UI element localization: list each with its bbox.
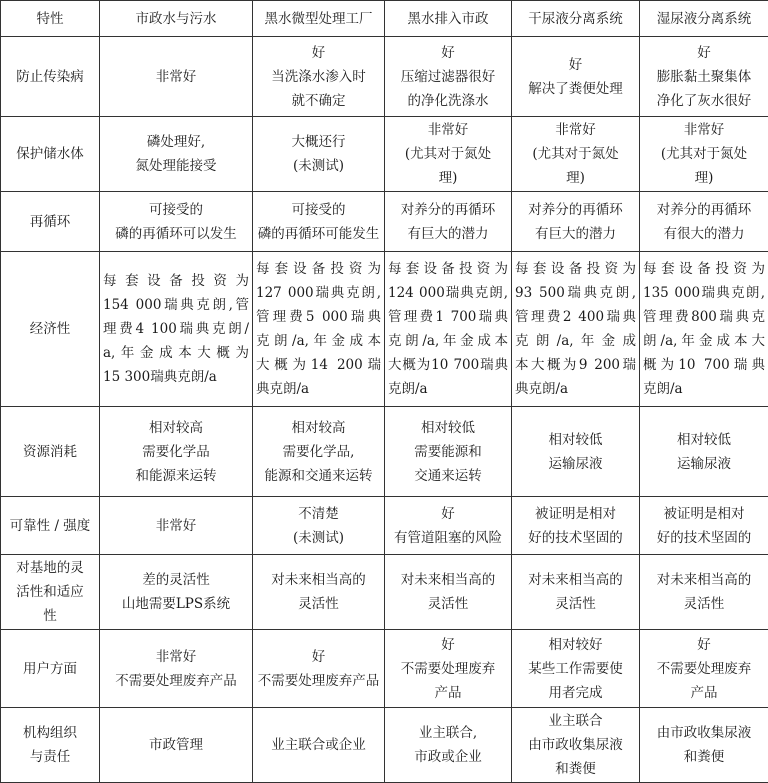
- cell-line: 膨胀黏土聚集体: [643, 65, 765, 89]
- cell-line: 克朗/a: [643, 377, 765, 401]
- row-label-line: 防止传染病: [4, 65, 96, 89]
- row-label-line: 用户方面: [4, 657, 96, 681]
- cell-line: 理): [643, 166, 765, 190]
- cell-line: 概为10 700瑞典: [643, 353, 765, 377]
- cell-line: 和粪便: [515, 757, 636, 781]
- table-cell: [640, 630, 768, 708]
- table-cell: [253, 407, 385, 497]
- cell-line: 每套设备投资为: [643, 257, 765, 281]
- cell-line: 本大概为9 200瑞: [515, 353, 636, 377]
- cell-line: 灵活性: [256, 592, 381, 616]
- table-row: [1, 630, 768, 708]
- cell-line: 就不确定: [256, 89, 381, 113]
- table-cell: [640, 117, 768, 192]
- cell-line: (尤其对于氮处: [388, 142, 508, 166]
- row-label-line: 机构组织: [4, 721, 96, 745]
- cell-line: 可接受的: [256, 198, 381, 222]
- header-cell-system: 湿尿液分离系统: [640, 1, 768, 37]
- cell-line: 好: [388, 41, 508, 65]
- cell-line: (未测试): [256, 526, 381, 550]
- cell-line: 非常好: [103, 514, 249, 538]
- header-cell-system: 黑水排入市政: [385, 1, 512, 37]
- cell-line: 当洗涤水渗入时: [256, 65, 381, 89]
- cell-line: 产品: [643, 681, 765, 705]
- table-cell: [100, 252, 253, 407]
- cell-line: (尤其对于氮处: [515, 142, 636, 166]
- cell-line: 好: [643, 41, 765, 65]
- cell-line: 好的技术坚固的: [643, 526, 765, 550]
- cell-line: 运输尿液: [515, 452, 636, 476]
- cell-line: 对养分的再循环: [515, 198, 636, 222]
- table-cell: [385, 630, 512, 708]
- cell-line: 不清楚: [256, 502, 381, 526]
- cell-line: 压缩过滤器很好: [388, 65, 508, 89]
- cell-line: 相对较低: [388, 416, 508, 440]
- cell-line: 磷处理好,: [103, 130, 249, 154]
- cell-line: 非常好: [643, 118, 765, 142]
- cell-line: 业主联合: [515, 709, 636, 733]
- table-cell: [253, 708, 385, 783]
- cell-line: 每套设备投资为: [256, 257, 381, 281]
- cell-line: 非常好: [388, 118, 508, 142]
- table-cell: [100, 407, 253, 497]
- cell-line: 管理费2 400瑞典: [515, 305, 636, 329]
- cell-line: 对未来相当高的: [388, 568, 508, 592]
- cell-line: 克朗/a,年金成: [515, 329, 636, 353]
- cell-line: 非常好: [515, 118, 636, 142]
- cell-line: 不需要处理废弃产品: [103, 669, 249, 693]
- cell-line: 对未来相当高的: [643, 568, 765, 592]
- row-label-line: 对基地的灵: [4, 556, 96, 580]
- cell-line: 不需要处理废弃: [643, 657, 765, 681]
- row-label-line: 活性和适应: [4, 580, 96, 604]
- cell-line: 好: [256, 645, 381, 669]
- table-cell: [385, 192, 512, 252]
- table-cell: [640, 192, 768, 252]
- header-cell-system: 干尿液分离系统: [512, 1, 640, 37]
- cell-line: 相对较好: [515, 633, 636, 657]
- table-cell: [512, 555, 640, 630]
- table-row: [1, 708, 768, 783]
- cell-line: 不需要处理废弃: [388, 657, 508, 681]
- cell-line: 对养分的再循环: [643, 198, 765, 222]
- table-cell: [640, 497, 768, 555]
- cell-line: 124 000瑞典克朗,: [388, 281, 508, 305]
- table-cell: [385, 407, 512, 497]
- cell-line: 业主联合或企业: [256, 733, 381, 757]
- table-row: [1, 192, 768, 252]
- header-cell-system: 黑水微型处理工厂: [253, 1, 385, 37]
- table-row: [1, 37, 768, 117]
- cell-line: 差的灵活性: [103, 568, 249, 592]
- cell-line: 好: [388, 633, 508, 657]
- cell-line: 管理费1 700瑞典: [388, 305, 508, 329]
- table-cell: [512, 192, 640, 252]
- cell-line: 154 000瑞典克朗,管: [103, 293, 249, 317]
- cell-line: 磷的再循环可以发生: [103, 222, 249, 246]
- cell-line: 15 300瑞典克朗/a: [103, 365, 249, 389]
- cell-line: 管理费5 000瑞典: [256, 305, 381, 329]
- header-cell-system: 市政水与污水: [100, 1, 253, 37]
- cell-line: 每套设备投资为: [103, 269, 249, 293]
- cell-line: 好: [515, 53, 636, 77]
- table-cell: [385, 555, 512, 630]
- cell-line: 某些工作需要使: [515, 657, 636, 681]
- cell-line: 交通来运转: [388, 464, 508, 488]
- table-cell: [512, 708, 640, 783]
- table-cell: [640, 37, 768, 117]
- cell-line: 运输尿液: [643, 452, 765, 476]
- table-cell: [512, 630, 640, 708]
- row-label-line: 与责任: [4, 745, 96, 769]
- row-label-line: 性: [4, 604, 96, 628]
- cell-line: 灵活性: [388, 592, 508, 616]
- cell-line: 好: [256, 41, 381, 65]
- table-cell: [640, 555, 768, 630]
- table-cell: [253, 37, 385, 117]
- cell-line: 非常好: [103, 65, 249, 89]
- cell-line: 大概还行: [256, 130, 381, 154]
- cell-line: 市政或企业: [388, 745, 508, 769]
- row-label: [1, 252, 100, 407]
- cell-line: 业主联合,: [388, 721, 508, 745]
- row-label-line: 资源消耗: [4, 440, 96, 464]
- table-cell: [512, 407, 640, 497]
- cell-line: 用者完成: [515, 681, 636, 705]
- table-cell: [512, 117, 640, 192]
- table-cell: [640, 407, 768, 497]
- table-cell: [385, 37, 512, 117]
- table-row: [1, 252, 768, 407]
- cell-line: 每套设备投资为: [515, 257, 636, 281]
- cell-line: 需要化学品: [103, 440, 249, 464]
- cell-line: 和能源来运转: [103, 464, 249, 488]
- table-cell: [253, 555, 385, 630]
- cell-line: 好: [388, 502, 508, 526]
- table-cell: [100, 37, 253, 117]
- table-cell: [253, 497, 385, 555]
- cell-line: 被证明是相对: [515, 502, 636, 526]
- row-label-line: 经济性: [4, 317, 96, 341]
- cell-line: (未测试): [256, 154, 381, 178]
- table-cell: [385, 117, 512, 192]
- cell-line: 需要化学品,: [256, 440, 381, 464]
- cell-line: 每套设备投资为: [388, 257, 508, 281]
- table-cell: [253, 252, 385, 407]
- cell-line: 大概为14 200瑞: [256, 353, 381, 377]
- cell-line: 可接受的: [103, 198, 249, 222]
- cell-line: 灵活性: [515, 592, 636, 616]
- cell-line: 需要能源和: [388, 440, 508, 464]
- row-label: [1, 192, 100, 252]
- cell-line: a,年金成本大概为: [103, 341, 249, 365]
- table-row: [1, 497, 768, 555]
- table-cell: [100, 708, 253, 783]
- table-cell: [385, 497, 512, 555]
- row-label-line: 保护储水体: [4, 142, 96, 166]
- table-cell: [512, 252, 640, 407]
- table-cell: [100, 630, 253, 708]
- table-row: [1, 117, 768, 192]
- row-label: [1, 497, 100, 555]
- cell-line: 对未来相当高的: [515, 568, 636, 592]
- cell-line: 相对较高: [256, 416, 381, 440]
- cell-line: 理): [388, 166, 508, 190]
- cell-line: 对未来相当高的: [256, 568, 381, 592]
- table-cell: [512, 497, 640, 555]
- cell-line: 非常好: [103, 645, 249, 669]
- table-row: [1, 555, 768, 630]
- header-row: [1, 1, 768, 37]
- cell-line: 克朗/a,年金成本: [388, 329, 508, 353]
- cell-line: 大概为10 700瑞典: [388, 353, 508, 377]
- cell-line: 不需要处理废弃产品: [256, 669, 381, 693]
- cell-line: 朗/a,年金成本大: [643, 329, 765, 353]
- row-label-line: 可靠性 / 强度: [4, 514, 96, 538]
- cell-line: 灵活性: [643, 592, 765, 616]
- table-cell: [640, 252, 768, 407]
- table-cell: [640, 708, 768, 783]
- table-cell: [385, 708, 512, 783]
- row-label: [1, 117, 100, 192]
- cell-line: 能源和交通来运转: [256, 464, 381, 488]
- cell-line: 有很大的潜力: [643, 222, 765, 246]
- cell-line: 净化了灰水很好: [643, 89, 765, 113]
- cell-line: 有巨大的潜力: [388, 222, 508, 246]
- cell-line: 克朗/a: [388, 377, 508, 401]
- row-label: [1, 555, 100, 630]
- cell-line: 磷的再循环可能发生: [256, 222, 381, 246]
- table-cell: [253, 117, 385, 192]
- cell-line: 和粪便: [643, 745, 765, 769]
- table-cell: [385, 252, 512, 407]
- row-label: [1, 37, 100, 117]
- cell-line: 解决了粪便处理: [515, 77, 636, 101]
- cell-line: 理费4 100瑞典克朗/: [103, 317, 249, 341]
- cell-line: 135 000瑞典克朗,: [643, 281, 765, 305]
- cell-line: 相对较低: [643, 428, 765, 452]
- cell-line: (尤其对于氮处: [643, 142, 765, 166]
- table-cell: [100, 117, 253, 192]
- cell-line: 好: [643, 633, 765, 657]
- table-cell: [253, 630, 385, 708]
- cell-line: 山地需要LPS系统: [103, 592, 249, 616]
- cell-line: 好的技术坚固的: [515, 526, 636, 550]
- cell-line: 由市政收集尿液: [515, 733, 636, 757]
- cell-line: 典克朗/a: [256, 377, 381, 401]
- table-row: [1, 407, 768, 497]
- cell-line: 克朗/a,年金成本: [256, 329, 381, 353]
- cell-line: 产品: [388, 681, 508, 705]
- cell-line: 典克朗/a: [515, 377, 636, 401]
- cell-line: 有管道阻塞的风险: [388, 526, 508, 550]
- cell-line: 市政管理: [103, 733, 249, 757]
- cell-line: 相对较高: [103, 416, 249, 440]
- table-cell: [100, 192, 253, 252]
- header-cell-feature: 特性: [1, 1, 100, 37]
- cell-line: 氮处理能接受: [103, 154, 249, 178]
- cell-line: 93 500瑞典克朗,: [515, 281, 636, 305]
- row-label: [1, 708, 100, 783]
- cell-line: 有巨大的潜力: [515, 222, 636, 246]
- table-cell: [512, 37, 640, 117]
- row-label: [1, 630, 100, 708]
- row-label: [1, 407, 100, 497]
- cell-line: 由市政收集尿液: [643, 721, 765, 745]
- row-label-line: 再循环: [4, 210, 96, 234]
- cell-line: 对养分的再循环: [388, 198, 508, 222]
- cell-line: 理): [515, 166, 636, 190]
- cell-line: 管理费800瑞典克: [643, 305, 765, 329]
- cell-line: 被证明是相对: [643, 502, 765, 526]
- cell-line: 相对较低: [515, 428, 636, 452]
- table-cell: [100, 555, 253, 630]
- table-cell: [100, 497, 253, 555]
- cell-line: 的净化洗涤水: [388, 89, 508, 113]
- table-cell: [253, 192, 385, 252]
- cell-line: 127 000瑞典克朗,: [256, 281, 381, 305]
